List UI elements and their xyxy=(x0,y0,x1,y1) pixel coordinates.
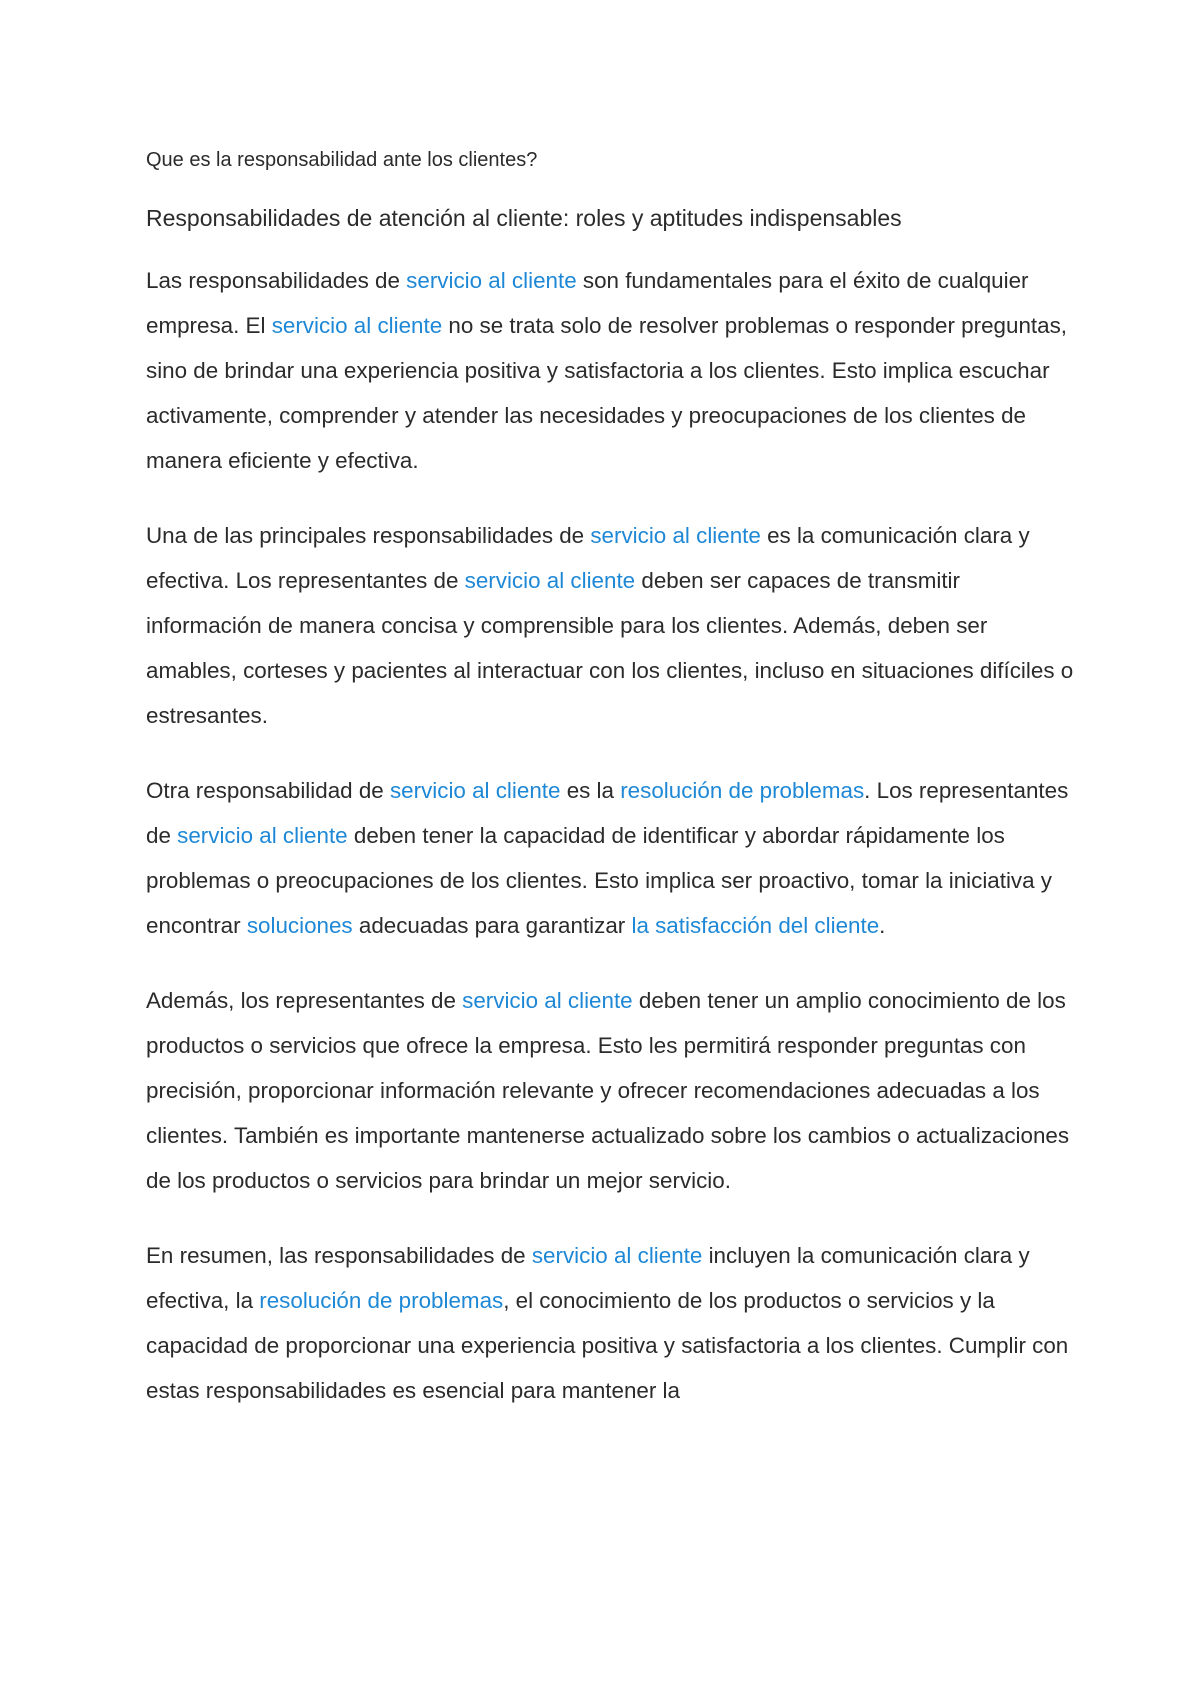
inline-link[interactable]: servicio al cliente xyxy=(590,523,761,548)
inline-link[interactable]: la satisfacción del cliente xyxy=(631,913,880,938)
body-paragraph xyxy=(146,1233,1076,1413)
document-heading: Responsabilidades de atención al cliente: roles y aptitudes indispensables xyxy=(146,205,902,231)
paragraph-text: Además, los representantes de xyxy=(146,988,463,1013)
inline-link[interactable]: resolución de problemas xyxy=(620,778,865,803)
paragraph-text: . Los representantes de xyxy=(146,778,1069,848)
inline-link[interactable]: servicio al cliente xyxy=(177,823,348,848)
inline-link[interactable]: soluciones xyxy=(246,913,353,938)
paragraph-text: es la xyxy=(560,778,621,803)
paragraph-text: son fundamentales para el éxito de cualquier empresa. El xyxy=(146,268,1029,338)
paragraph-text: Otra responsabilidad de xyxy=(146,778,390,803)
paragraph-text: deben ser capaces de transmitir información de manera concisa y comprensible para los clientes. Además, deben ser amables, corteses y pacientes al interactuar con los clientes, incluso en situaciones difíciles o estresantes. xyxy=(146,568,1074,728)
paragraph-text: deben tener la capacidad de identificar y abordar rápidamente los problemas o preocupaciones de los clientes. Esto implica ser proactivo, tomar la iniciativa y encontrar xyxy=(146,823,1053,938)
inline-link[interactable]: servicio al cliente xyxy=(464,568,636,593)
paragraph-text: adecuadas para garantizar xyxy=(352,913,632,938)
inline-link[interactable]: servicio al cliente xyxy=(406,268,577,293)
paragraph-text: deben tener un amplio conocimiento de los productos o servicios que ofrece la empresa. Esto les permitirá responder preguntas con precisión, proporcionar información relevante y ofrecer recomendaciones adecuadas a los clientes. También es importante mantenerse actualizado sobre los cambios o actualizaciones de los productos o servicios para brindar un mejor servicio. xyxy=(146,988,1070,1193)
inline-link[interactable]: servicio al cliente xyxy=(531,1243,703,1268)
body-paragraph xyxy=(146,978,1076,1203)
paragraph-text: , el conocimiento de los productos o servicios y la capacidad de proporcionar una experiencia positiva y satisfactoria a los clientes. Cumplir con estas responsabilidades es esencial para mantener la xyxy=(146,1288,1069,1403)
document-page xyxy=(146,140,1076,1443)
body-paragraph xyxy=(146,258,1076,483)
body-paragraph xyxy=(146,768,1076,948)
document-question: Que es la responsabilidad ante los clientes? xyxy=(146,149,538,171)
paragraph-text: incluyen la comunicación clara y efectiva, la xyxy=(146,1243,1030,1313)
paragraph-text: no se trata solo de resolver problemas o responder preguntas, sino de brindar una experiencia positiva y satisfactoria a los clientes. Esto implica escuchar activamente, comprender y atender las necesidades y preocupaciones de los clientes de manera eficiente y efectiva. xyxy=(146,313,1067,473)
inline-link[interactable]: servicio al cliente xyxy=(389,778,561,803)
paragraph-text: En resumen, las responsabilidades de xyxy=(146,1243,532,1268)
paragraph-text: Una de las principales responsabilidades de xyxy=(146,523,591,548)
inline-link[interactable]: servicio al cliente xyxy=(462,988,633,1013)
inline-link[interactable]: servicio al cliente xyxy=(271,313,443,338)
document-body xyxy=(146,258,1076,1413)
paragraph-text: es la comunicación clara y efectiva. Los representantes de xyxy=(146,523,1030,593)
inline-link[interactable]: resolución de problemas xyxy=(259,1288,504,1313)
body-paragraph xyxy=(146,513,1076,738)
paragraph-text: . xyxy=(879,913,886,938)
paragraph-text: Las responsabilidades de xyxy=(146,268,407,293)
